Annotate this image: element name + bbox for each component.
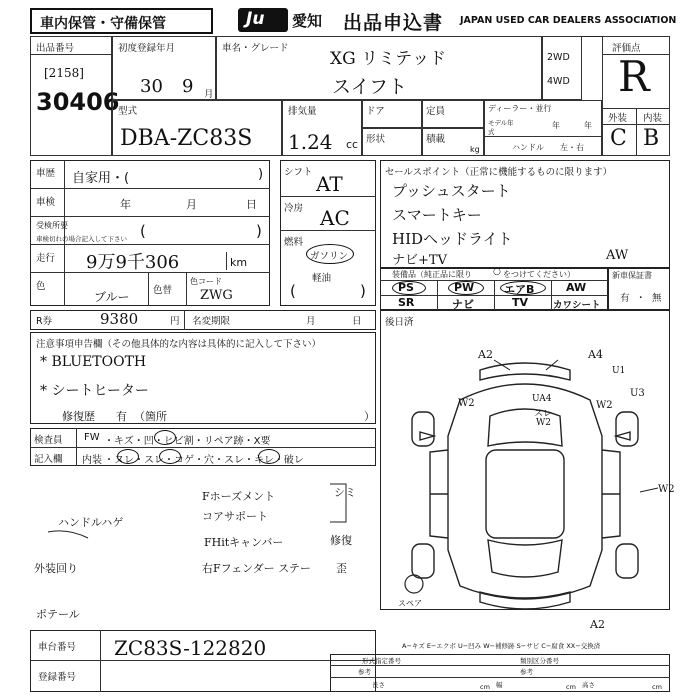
damage-legend: A−キズ E−エクボ U−凹み W−補修跡 S−サビ C−腐食 XX−交換済 (402, 642, 601, 650)
color-label: 色 (36, 281, 46, 292)
repair-place: （箇所 (134, 410, 167, 423)
inspection-day: 日 (246, 198, 257, 211)
displacement-label: 排気量 (288, 106, 317, 117)
color-code-label: 色コード (190, 277, 222, 286)
displacement-unit: cc (346, 138, 359, 151)
repair-value: 有 (116, 410, 127, 423)
warranty-yes: 有 (620, 293, 630, 304)
inspection-year: 年 (120, 198, 131, 211)
equipment-kawa-seat: カワシート (553, 300, 601, 311)
exterior-grade: C (610, 126, 627, 151)
load-label: 積載 (426, 134, 446, 145)
doors-label: ドア (366, 106, 385, 117)
chassis-label: 車台番号 (38, 642, 77, 653)
warranty-sep: ・ (636, 293, 646, 304)
hw-note-6: 修復 (330, 534, 352, 547)
capacity-label: 定員 (426, 106, 446, 117)
equipment-ps: PS (398, 281, 414, 294)
ac-label: 冷房 (284, 203, 304, 214)
diagram-mark-ua4: UA4 (532, 394, 552, 404)
diagram-mark-u3: U3 (630, 388, 645, 399)
lot-number: 30406 (36, 88, 120, 116)
category-number-label: 類別区分番号 (520, 657, 559, 665)
hw-note-9: 歪 (336, 562, 347, 575)
shift-value: AT (316, 172, 343, 196)
assoc-region: 愛知 (292, 12, 323, 30)
evaluation-score: R (618, 52, 650, 101)
reg-number-label: 登録番号 (38, 672, 77, 683)
inspector-row2-prefix: 内装 (82, 455, 102, 466)
ju-logo (238, 8, 288, 32)
equipment-label-2: をつけてください） (503, 270, 575, 279)
mark-circle-1 (154, 430, 176, 445)
hw-note-7: 外装回り (34, 562, 78, 575)
model-year-sep1: 年 (552, 121, 560, 130)
handle-label: ハンドル (512, 143, 544, 152)
repair-close: ） (364, 410, 375, 423)
storage-label: 車内保管・守備保管 (40, 16, 166, 32)
drive-2wd: 2WD (547, 52, 570, 63)
mileage-unit-bracket (226, 252, 228, 270)
lot-number-label: 出品番号 (36, 43, 75, 54)
model-code: DBA-ZC83S (120, 126, 253, 151)
inspector-row1-prefix: FW (84, 432, 100, 443)
hw-note-4: ハンドルハゲ (58, 516, 124, 529)
equipment-airbag: エアB (504, 283, 535, 296)
fuel-open: ( (290, 282, 296, 300)
hw-note-3: コアサポート (202, 510, 268, 523)
vehicle-name: スイフト (332, 76, 408, 98)
note-line-1: * BLUETOOTH (40, 354, 147, 370)
storage-box (30, 8, 213, 34)
mark-circle-4 (258, 449, 280, 464)
length-unit: cm (480, 683, 490, 691)
equipment-tv: TV (512, 296, 529, 309)
diagram-mark-scuff: スレ (534, 409, 553, 419)
mark-circle-3 (159, 449, 181, 464)
hw-note-10: ポテール (36, 608, 80, 621)
selling-point-1: プッシュスタート (392, 182, 511, 200)
hw-note-5: FHitキャンバー (204, 536, 284, 549)
exterior-label: 外装 (608, 113, 628, 124)
fuel-diesel: 軽油 (312, 273, 332, 284)
usage-close: ) (258, 167, 264, 182)
ref-label-2: 参考 (520, 668, 533, 676)
inspector-row1: ・キズ・凹・ヒビ割・リペア跡・X要 (104, 436, 271, 447)
hw-note-8: 右Fフェンダー ステー (202, 562, 311, 575)
form-title: 出品申込書 (343, 12, 444, 34)
inspection-month: 月 (186, 198, 197, 211)
dealer-label: ディーラー・並行 (488, 104, 552, 113)
evaluation-label: 評価点 (612, 43, 641, 54)
notice-label: 受検所要 (36, 221, 68, 230)
load-unit: kg (470, 145, 480, 154)
note-line-2: * シートヒーター (40, 383, 149, 399)
diagram-mark-w2-center: W2 (536, 418, 551, 428)
fuel-gas: ガソリン (310, 251, 349, 262)
color-value: ブルー (94, 290, 130, 304)
hw-brackets (28, 476, 388, 586)
recycle-label: R券 (36, 316, 53, 327)
equipment-pw: PW (454, 281, 475, 294)
car-diagram (390, 340, 660, 620)
drive-4wd: 4WD (547, 76, 570, 87)
mark-circle-2 (117, 449, 139, 464)
interior-grade: B (643, 126, 660, 151)
hw-note-1: Fホーズメント (202, 490, 276, 503)
selling-point-extra: AW (606, 248, 629, 263)
notes-label: 注意事項申告欄（その他具体的な内容は具体的に記入して下さい） (36, 339, 322, 350)
first-reg-month-unit: 月 (204, 89, 214, 100)
history-block (30, 160, 270, 306)
model-year-sep2: 年 (584, 121, 592, 130)
first-reg-month: 9 (182, 76, 194, 97)
recycle-amount: 9380 (100, 310, 139, 328)
warranty-label: 新車保証書 (612, 271, 652, 280)
diagram-mark-a2-bottom: A2 (590, 618, 605, 631)
color-code: ZWG (200, 288, 233, 303)
mileage-label: 走行 (36, 253, 56, 264)
interior-label: 内装 (643, 113, 663, 124)
first-reg-year: 30 (140, 76, 163, 97)
recycle-unit: 円 (170, 316, 180, 327)
height-label: 高さ (582, 681, 595, 689)
selling-points-label: セールスポイント（正常に機能するものに限ります） (385, 167, 613, 178)
diagram-mark-w2-left: W2 (458, 398, 475, 409)
inspection-label: 車検 (36, 197, 56, 208)
drive-cell (542, 36, 582, 100)
inspector-row2: ・ヌレ・スレ・コゲ・穴・スレ・キレ・破レ (104, 455, 304, 466)
mileage-unit: km (230, 256, 248, 269)
shape-label: 形状 (366, 134, 386, 145)
equipment-aw: AW (566, 281, 587, 294)
notice-paren-close: ) (256, 222, 262, 240)
displacement-value: 1.24 (288, 130, 333, 154)
name-change-label: 名変期限 (192, 316, 231, 327)
equipment-label: 装備品（純正品に限り (392, 270, 472, 279)
ac-value: AC (320, 206, 350, 230)
notice-paren-open: ( (140, 222, 146, 240)
equipment-sr: SR (398, 296, 415, 309)
diagram-mark-w2-right: W2 (596, 400, 613, 411)
diagram-mark-a2-top: A2 (478, 348, 493, 361)
diagram-mark-a4: A4 (588, 348, 603, 361)
ju-logo-text: Ju (246, 9, 265, 29)
name-change-month: 月 (306, 316, 316, 327)
notice-sub: 車検切れの場合記入して下さい (36, 235, 127, 243)
width-label: 幅 (496, 681, 503, 689)
assoc-name-en: JAPAN USED CAR DEALERS ASSOCIATION (460, 15, 677, 26)
type-number-label: 形式指定番号 (362, 657, 401, 665)
back-label: 後日済 (385, 317, 414, 328)
handle-options: 左・右 (560, 143, 584, 152)
lot-sub-number: [2158] (44, 66, 84, 80)
equipment-navi: ナビ (452, 298, 474, 311)
fuel-label: 燃料 (284, 237, 304, 248)
color-swap-label: 色替 (153, 285, 173, 296)
diagram-mark-w2-side: W2 (658, 484, 675, 495)
diagram-mark-u1: U1 (612, 366, 626, 376)
vehicle-grade: XG リミテッド (330, 49, 447, 69)
ref-label-1: 参考 (358, 668, 371, 676)
model-code-label: 型式 (118, 106, 138, 117)
warranty-no: 無 (652, 293, 662, 304)
length-label: 長さ (372, 681, 385, 689)
height-unit: cm (652, 683, 662, 691)
shift-label: シフト (284, 167, 313, 178)
selling-point-3: HIDヘッドライト (392, 230, 513, 248)
usage-value: 自家用・( (72, 171, 130, 186)
selling-point-2: スマートキー (392, 206, 482, 224)
hw-note-2: シミ (334, 486, 356, 499)
width-unit: cm (566, 683, 576, 691)
chassis-number: ZC83S-122820 (114, 636, 267, 660)
inspector-label: 検査員 (34, 435, 63, 446)
fuel-close: ) (360, 282, 366, 300)
first-reg-label: 初度登録年月 (118, 43, 176, 54)
usage-label: 車歴 (36, 168, 56, 179)
selling-point-4: ナビ+TV (392, 253, 447, 268)
entry-label: 記入欄 (34, 454, 63, 465)
name-change-day: 日 (352, 316, 362, 327)
repair-label: 修復歴 (62, 410, 95, 423)
vehicle-name-grade-label: 車名・グレード (222, 43, 289, 54)
model-year-label: モデル年式 (488, 119, 514, 136)
equipment-check-mark: ○ (493, 267, 501, 277)
mileage-value: 9万9千306 (86, 252, 180, 273)
spare-label: スペア (398, 599, 422, 608)
